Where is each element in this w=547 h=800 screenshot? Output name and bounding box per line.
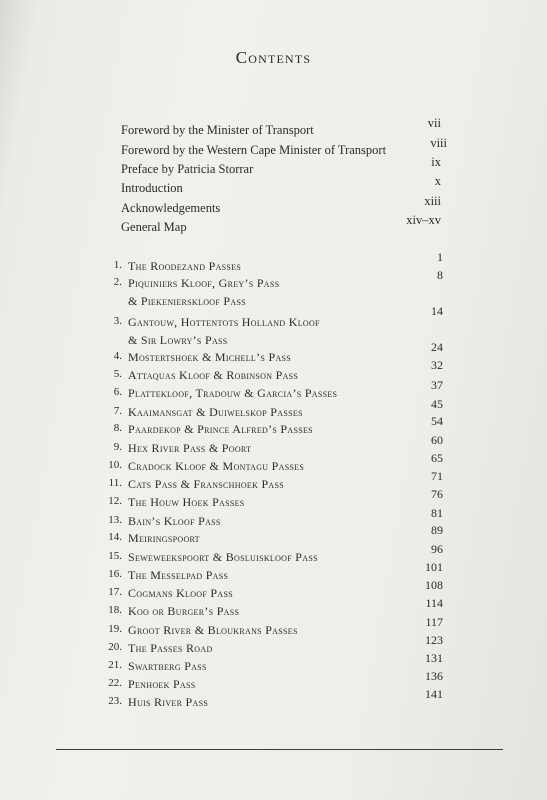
chapter-number: 18. — [108, 604, 122, 616]
chapter-number: 20. — [108, 641, 122, 653]
chapter-page: 101 — [425, 560, 443, 574]
front-matter-item[interactable] — [121, 213, 441, 239]
chapter-title: Swartberg Pass — [128, 659, 207, 673]
chapter-title: Paardekop & Prince Alfred’s Passes — [128, 422, 313, 436]
chapter-number: 11. — [108, 477, 122, 489]
chapter-number: 12. — [108, 495, 122, 507]
footer-rule — [56, 749, 503, 750]
chapter-number: 19. — [108, 623, 122, 635]
chapter-title: The Houw Hoek Passes — [128, 495, 245, 509]
chapter-title: Bain’s Kloof Pass — [128, 514, 221, 528]
chapter-page: 1 — [437, 250, 443, 264]
chapter-number: 23. — [108, 695, 122, 707]
chapter-title: The Messelpad Pass — [128, 568, 229, 582]
chapter-page: 96 — [431, 542, 443, 556]
chapter-title: Piquiniers Kloof, Grey’s Pass — [128, 276, 280, 290]
chapter-page: 24 — [431, 340, 443, 354]
chapter-page: 54 — [431, 414, 443, 428]
chapter-page: 131 — [425, 651, 443, 665]
front-matter-page: ix — [431, 155, 441, 169]
chapter-page: 37 — [431, 378, 443, 392]
chapter-number: 17. — [108, 586, 122, 598]
chapter-title: Mostertshoek & Michell’s Pass — [128, 350, 292, 364]
chapter-title: Penhoek Pass — [128, 677, 196, 691]
chapter-title: Cradock Kloof & Montagu Passes — [128, 459, 305, 473]
front-matter-label: General Map — [121, 220, 187, 234]
front-matter-label: Preface by Patricia Storrar — [121, 162, 254, 176]
chapter-number: 5. — [113, 368, 122, 380]
chapter-number: 9. — [113, 441, 122, 453]
chapter-number: 14. — [108, 531, 122, 543]
front-matter-item[interactable] — [121, 174, 441, 200]
front-matter-page: x — [434, 174, 441, 188]
front-matter-label: Introduction — [121, 181, 183, 195]
chapter-title: Attaquas Kloof & Robinson Pass — [128, 368, 299, 382]
chapter-page: 89 — [431, 523, 443, 537]
chapter-page: 108 — [425, 578, 443, 592]
front-matter-label: Foreword by the Minister of Transport — [121, 123, 314, 137]
chapter-page: 81 — [431, 506, 443, 520]
page-title: Contents — [235, 48, 312, 67]
chapter-page: 117 — [425, 615, 443, 629]
chapter-page: 141 — [425, 687, 443, 701]
chapter-title: Groot River & Bloukrans Passes — [128, 623, 298, 637]
chapter-page: 45 — [431, 397, 443, 411]
chapter-title: The Roodezand Passes — [128, 259, 242, 273]
front-matter-page: xiv–xv — [406, 213, 441, 227]
chapter-title: Cats Pass & Franschhoek Pass — [128, 477, 285, 491]
chapter-title: Cogmans Kloof Pass — [128, 586, 233, 600]
chapter-title: Huis River Pass — [128, 695, 209, 709]
front-matter-item[interactable] — [121, 194, 441, 220]
chapter-number: 7. — [113, 405, 122, 417]
chapter-page: 8 — [437, 268, 443, 282]
chapter-page: 76 — [431, 487, 443, 501]
front-matter-item[interactable] — [121, 155, 441, 181]
chapter-page: 71 — [431, 469, 443, 483]
front-matter-page: vii — [427, 116, 441, 130]
chapter-title: Seweweekspoort & Bosluiskloof Pass — [128, 550, 318, 564]
chapter-title: Meiringspoort — [128, 531, 200, 545]
chapter-title: Gantouw, Hottentots Holland Kloof — [128, 315, 320, 329]
chapter-title: Kaaimansgat & Duiwelskop Passes — [128, 405, 303, 419]
chapter-number: 15. — [108, 550, 122, 562]
front-matter-label: Foreword by the Western Cape Minister of Transport — [121, 143, 387, 157]
chapter-number: 6. — [113, 386, 122, 398]
chapter-title: Koo or Burger’s Pass — [128, 604, 240, 618]
chapter-number: 16. — [108, 568, 122, 580]
chapter-page: 32 — [431, 358, 443, 372]
chapter-number: 8. — [113, 422, 122, 434]
chapter-page: 60 — [431, 433, 443, 447]
chapter-number: 4. — [113, 350, 122, 362]
chapter-title: Hex River Pass & Poort — [128, 441, 252, 455]
chapter-title-continued: & Piekenierskloof Pass — [128, 294, 246, 308]
front-matter-item[interactable] — [121, 116, 441, 142]
chapter-number: 10. — [108, 459, 122, 471]
chapter-page: 136 — [425, 669, 443, 683]
chapter-title-continued: & Sir Lowry’s Pass — [128, 333, 228, 347]
front-matter-label: Acknowledgements — [121, 201, 221, 215]
chapter-number: 21. — [108, 659, 122, 671]
front-matter-page: viii — [430, 136, 447, 150]
chapter-number: 3. — [113, 315, 122, 327]
chapter-number: 2. — [113, 276, 122, 288]
front-matter-item[interactable] — [121, 136, 447, 162]
chapter-number: 1. — [113, 259, 122, 271]
chapter-page: 65 — [431, 451, 443, 465]
chapter-number: 13. — [108, 514, 122, 526]
chapter-page: 14 — [431, 304, 443, 318]
chapter-page: 123 — [425, 633, 443, 647]
chapter-page: 114 — [425, 596, 443, 610]
front-matter-page: xiii — [424, 194, 441, 208]
chapter-title: Plattekloof, Tradouw & Garcia’s Passes — [128, 386, 338, 400]
chapter-title: The Passes Road — [128, 641, 213, 655]
chapter-number: 22. — [108, 677, 122, 689]
